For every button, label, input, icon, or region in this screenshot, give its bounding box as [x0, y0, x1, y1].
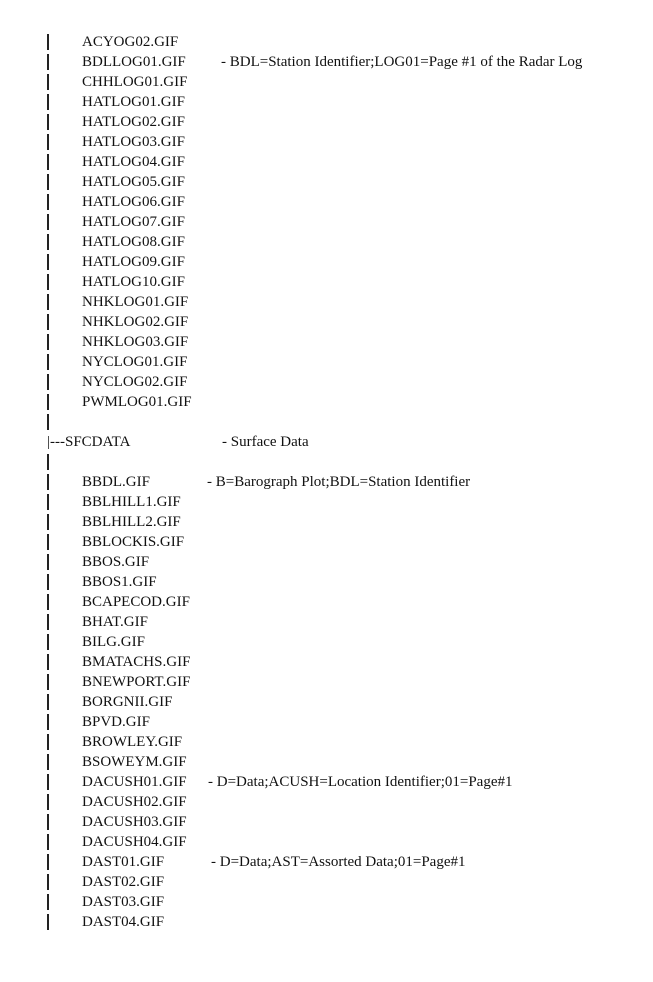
file-name: DAST03.GIF: [82, 894, 165, 910]
file-description: - BDL=Station Identifier;LOG01=Page #1 of the Radar Log: [221, 54, 583, 70]
tree-branch-bar: [47, 874, 49, 890]
file-name: BBOS.GIF: [82, 554, 150, 570]
file-name: BILG.GIF: [82, 634, 145, 650]
tree-branch-bar: [47, 574, 49, 590]
tree-branch-bar: [47, 774, 49, 790]
tree-branch-bar: [47, 34, 49, 50]
file-name: BBLOCKIS.GIF: [82, 534, 185, 550]
tree-branch-bar: [47, 454, 49, 470]
file-name: BBLHILL2.GIF: [82, 514, 181, 530]
tree-branch-bar: [47, 374, 49, 390]
tree-branch-bar: [47, 114, 49, 130]
file-name: DACUSH03.GIF: [82, 814, 187, 830]
file-description: - D=Data;ACUSH=Location Identifier;01=Page#1: [208, 774, 513, 790]
tree-branch-bar: [47, 674, 49, 690]
file-name: NYCLOG01.GIF: [82, 354, 188, 370]
tree-branch-bar: [47, 594, 49, 610]
tree-branch-bar: [47, 494, 49, 510]
file-name: HATLOG04.GIF: [82, 154, 185, 170]
file-name: BMATACHS.GIF: [82, 654, 191, 670]
tree-branch-bar: [47, 74, 49, 90]
file-name: BBOS1.GIF: [82, 574, 157, 590]
file-name: BPVD.GIF: [82, 714, 150, 730]
tree-branch-bar: [47, 754, 49, 770]
tree-branch-bar: [47, 634, 49, 650]
tree-branch-bar: [47, 294, 49, 310]
tree-branch-bar: [47, 794, 49, 810]
file-name: DAST04.GIF: [82, 914, 165, 930]
file-name: NYCLOG02.GIF: [82, 374, 188, 390]
file-name: NHKLOG03.GIF: [82, 334, 189, 350]
tree-branch-bar: [47, 814, 49, 830]
tree-branch-bar: [47, 554, 49, 570]
file-name: CHHLOG01.GIF: [82, 74, 188, 90]
file-name: DACUSH01.GIF: [82, 774, 187, 790]
tree-branch-bar: [47, 654, 49, 670]
file-name: BORGNII.GIF: [82, 694, 173, 710]
file-name: HATLOG06.GIF: [82, 194, 185, 210]
section-name: |---SFCDATA: [47, 434, 131, 450]
tree-branch-bar: [47, 94, 49, 110]
file-name: HATLOG02.GIF: [82, 114, 185, 130]
file-name: HATLOG07.GIF: [82, 214, 185, 230]
tree-branch-bar: [47, 854, 49, 870]
tree-branch-bar: [47, 274, 49, 290]
tree-branch-bar: [47, 354, 49, 370]
file-name: BBLHILL1.GIF: [82, 494, 181, 510]
file-name: HATLOG10.GIF: [82, 274, 185, 290]
tree-branch-bar: [47, 534, 49, 550]
file-name: HATLOG08.GIF: [82, 234, 185, 250]
tree-branch-bar: [47, 214, 49, 230]
file-name: DAST02.GIF: [82, 874, 165, 890]
file-name: BSOWEYM.GIF: [82, 754, 187, 770]
file-description: - Surface Data: [222, 434, 309, 450]
tree-branch-bar: [47, 614, 49, 630]
file-name: BNEWPORT.GIF: [82, 674, 191, 690]
tree-branch-bar: [47, 514, 49, 530]
file-name: BROWLEY.GIF: [82, 734, 183, 750]
file-name: BDLLOG01.GIF: [82, 54, 186, 70]
tree-branch-bar: [47, 474, 49, 490]
file-description: - B=Barograph Plot;BDL=Station Identifier: [207, 474, 471, 490]
file-name: DAST01.GIF: [82, 854, 165, 870]
file-name: ACYOG02.GIF: [82, 34, 179, 50]
tree-branch-bar: [47, 54, 49, 70]
file-name: DACUSH04.GIF: [82, 834, 187, 850]
tree-branch-bar: [47, 414, 49, 430]
tree-branch-bar: [47, 394, 49, 410]
tree-branch-bar: [47, 714, 49, 730]
tree-branch-bar: [47, 134, 49, 150]
tree-branch-bar: [47, 694, 49, 710]
tree-branch-bar: [47, 154, 49, 170]
tree-branch-bar: [47, 234, 49, 250]
file-name: BHAT.GIF: [82, 614, 148, 630]
tree-branch-bar: [47, 314, 49, 330]
tree-branch-bar: [47, 334, 49, 350]
tree-branch-bar: [47, 174, 49, 190]
file-description: - D=Data;AST=Assorted Data;01=Page#1: [211, 854, 466, 870]
file-name: NHKLOG01.GIF: [82, 294, 189, 310]
file-name: DACUSH02.GIF: [82, 794, 187, 810]
file-name: BCAPECOD.GIF: [82, 594, 190, 610]
file-name: HATLOG01.GIF: [82, 94, 185, 110]
tree-branch-bar: [47, 734, 49, 750]
file-name: HATLOG03.GIF: [82, 134, 185, 150]
tree-branch-bar: [47, 914, 49, 930]
file-name: PWMLOG01.GIF: [82, 394, 192, 410]
tree-branch-bar: [47, 834, 49, 850]
file-name: NHKLOG02.GIF: [82, 314, 189, 330]
file-name: HATLOG09.GIF: [82, 254, 185, 270]
file-name: HATLOG05.GIF: [82, 174, 185, 190]
tree-branch-bar: [47, 894, 49, 910]
tree-branch-bar: [47, 194, 49, 210]
file-name: BBDL.GIF: [82, 474, 150, 490]
tree-branch-bar: [47, 254, 49, 270]
